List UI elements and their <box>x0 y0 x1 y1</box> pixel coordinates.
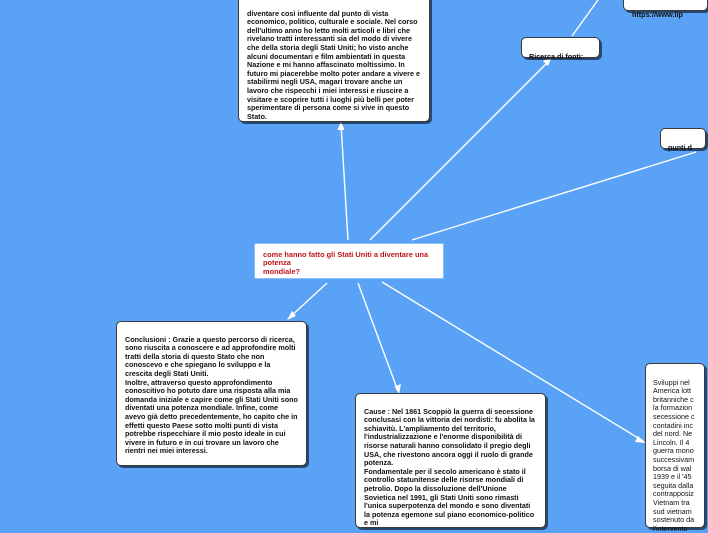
node-punti[interactable] <box>660 128 706 152</box>
arrowhead-top-text <box>338 121 345 130</box>
central-topic-title: come hanno fatto gli Stati Uniti a diventare una potenza mondiale? <box>263 250 429 276</box>
node-cause-label: Cause : Nel 1861 Scoppiò la guerra di secessione conclusasi con la vittoria dei nordisti: fu abolita la schiavitù. L'ampliamento del territorio, l'industrializzazione e l'enorme disponibilità di risorse naturali hanno consolidato il pregio degli USA, che rivestono ancora oggi il ruolo di grande potenza. Fondamentale per il secolo americano è stato il controllo statunitense delle risorse mondiali di petrolio. Dopo la dissoluzione dell'Unione Sovietica nel 1991, gli Stati Uniti sono rimasti l'unica superpotenza del mondo e sono diventati la potenza egemone sul piano economico-politico e mi <box>364 406 535 528</box>
node-sviluppi-label: Sviluppi nel America lott britanniche c la formazion secessione c contadini inc del nord. Ne Lincoln. Il 4 guerra mono successivam borsa di wal 1939 e il '45 seguita dalla contrapposiz Vietnam tra sud vietnam sostenuto da l'intervento <box>653 377 695 533</box>
link-url <box>572 0 598 36</box>
link-cause <box>358 283 398 391</box>
node-ricerca-fonti[interactable] <box>521 37 600 61</box>
node-top-text[interactable] <box>238 0 430 122</box>
link-top-text <box>341 124 348 240</box>
node-top-text-label: diventare così influente dal punto di vista economico, politico, culturale e sociale. Nel corso dell'ultimo anno ho letto molti articoli e libri che rivelano tratti interessanti sia del modo di vivere che della storia degli Stati Uniti; ho visto anche alcuni documentari e film ambientati in questa Nazione e mi hanno affascinato moltissimo. In futuro mi piacerebbe molto poter andare a vivere e stabilirmi negli USA, magari trovare anche un lavoro che rispecchi i miei interessi e riuscire a visitare e scoprire tutti i luoghi più belli per poter sperimentare di persona come si vive in questo Stato. <box>247 8 420 121</box>
node-conclusioni[interactable] <box>116 321 307 466</box>
link-punti <box>412 152 696 240</box>
node-punti-label: punti d <box>668 142 692 152</box>
node-url[interactable] <box>623 0 708 19</box>
node-conclusioni-label: Conclusioni : Grazie a questo percorso di ricerca, sono riuscita a conoscere e ad approfondire molti tratti della storia di questo Stato che non conoscevo e che spiegano lo sviluppo e la crescita degli Stati Uniti. Inoltre, attraverso questo approfondimento conoscitivo ho potuto dare una risposta alla mia domanda iniziale e capire come gli Stati Uniti sono diventati una potenza mondiale. Infine, come avevo già detto precedentemente, ho capito che in effetti questo Paese sotto molti punti di vista potrebbe rispecchiare il mio posto ideale in cui vivere in futuro e in cui trovare un lavoro che rientri nei miei interessi. <box>125 334 298 456</box>
node-sviluppi[interactable] <box>645 363 705 533</box>
central-topic[interactable] <box>254 243 444 279</box>
node-cause[interactable] <box>355 393 546 528</box>
link-conclusioni <box>289 283 327 318</box>
node-ricerca-fonti-label: Ricerca di fonti: <box>529 51 584 61</box>
node-url-label: https://www.lip <box>632 9 683 19</box>
